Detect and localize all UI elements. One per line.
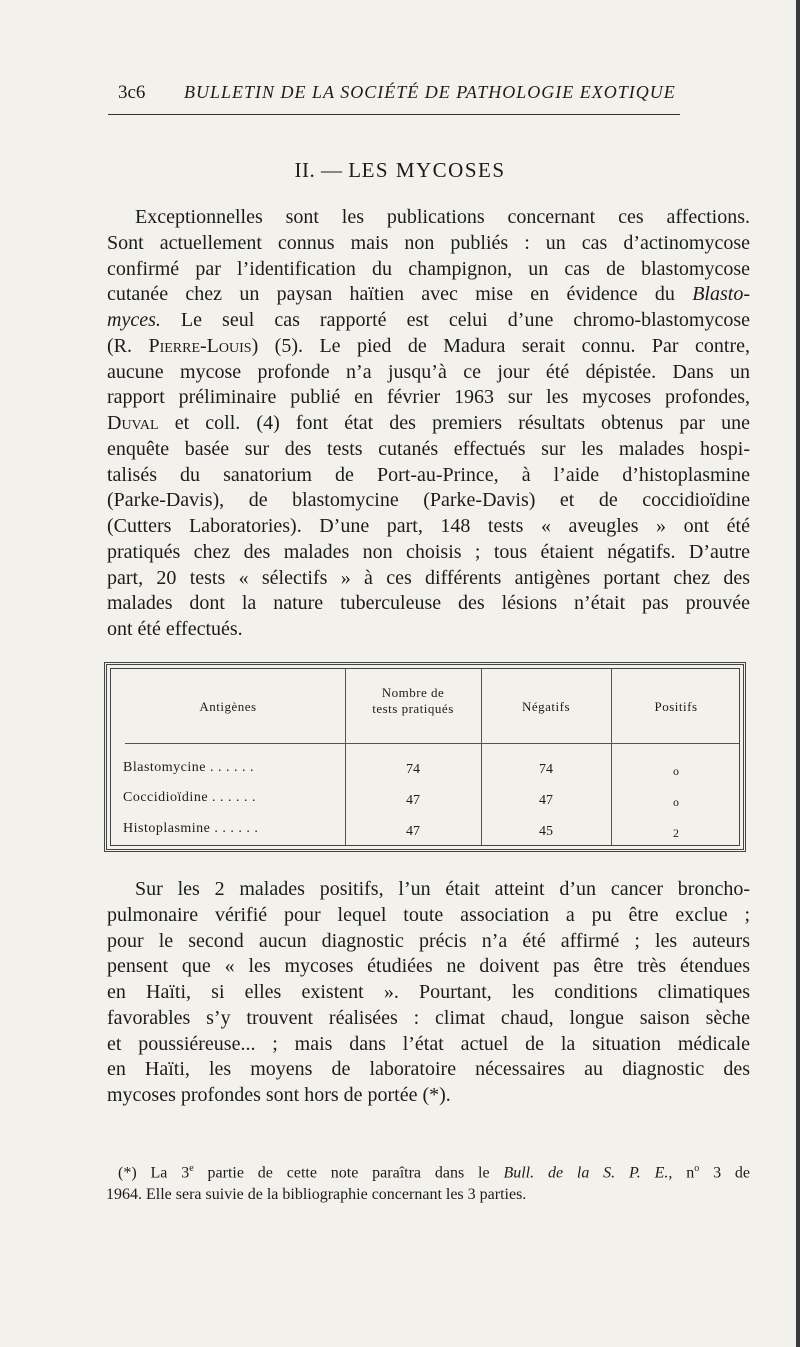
section-title bbox=[0, 158, 800, 183]
column-divider bbox=[611, 669, 612, 845]
page-number: 3c6 bbox=[118, 82, 146, 103]
cell-tests: 47 bbox=[406, 824, 420, 839]
row-label-histoplasmine: Histoplasmine . . . . . . bbox=[123, 821, 259, 836]
text-segment: et coll. (4) font état des premiers résultats obtenus par une bbox=[158, 412, 750, 434]
column-header-tests bbox=[345, 685, 481, 717]
text-line: en Haïti, les moyens de laboratoire nécessaires au diagnostic des bbox=[107, 1058, 750, 1081]
text-line: Exceptionnelles sont les publications concernant ces affections. bbox=[135, 206, 750, 228]
superscript: e bbox=[189, 1163, 194, 1174]
header-rule bbox=[108, 114, 680, 115]
section-numeral: II. — L bbox=[294, 158, 362, 182]
section-title-text: ES MYCOSES bbox=[361, 158, 506, 182]
cell-tests: 47 bbox=[406, 793, 420, 808]
text-segment: La 3 bbox=[136, 1164, 190, 1182]
author-name: Duval bbox=[107, 412, 159, 434]
page-edge bbox=[796, 0, 800, 1347]
text-line: pratiqués chez des malades non choisis ; tous étaient négatifs. D’autre bbox=[107, 540, 750, 563]
footnote-line: 1964. Elle sera suivie de la bibliographie concernant les 3 parties. bbox=[106, 1186, 527, 1204]
text-line: talisés du sanatorium de Port-au-Prince, à l’aide d’histoplasmine bbox=[107, 463, 750, 486]
italic-term: myces. bbox=[107, 309, 161, 331]
text-line: part, 20 tests « sélectifs » à ces différents antigènes portant chez des bbox=[107, 566, 750, 589]
italic-term: Blasto- bbox=[692, 283, 750, 306]
table-inner-border bbox=[110, 668, 740, 846]
cell-positifs: o bbox=[673, 764, 679, 778]
text-line: Sur les 2 malades positifs, l’un était atteint d’un cancer broncho- bbox=[135, 878, 750, 900]
results-table bbox=[104, 662, 746, 852]
paragraph-discussion bbox=[107, 877, 750, 1109]
cell-positifs: 2 bbox=[673, 826, 679, 840]
text-line: pour le second aucun diagnostic précis n’a été affirmé ; les auteurs bbox=[107, 929, 750, 952]
text-segment: , n bbox=[668, 1164, 695, 1182]
column-header-line: Nombre de bbox=[381, 685, 445, 700]
text-line: en Haïti, si elles existent ». Pourtant, les conditions climatiques bbox=[107, 981, 750, 1003]
header-divider bbox=[125, 743, 739, 744]
text-line bbox=[107, 334, 750, 360]
text-line: pensent que « les mycoses étudiées ne doivent pas être très étendues bbox=[107, 955, 750, 978]
text-segment: cutanée chez un paysan haïtien avec mise en évidence du bbox=[107, 283, 693, 306]
column-header-positifs: Positifs bbox=[654, 699, 698, 714]
text-segment: (R. bbox=[107, 334, 149, 357]
row-label-blastomycine: Blastomycine . . . . . . bbox=[123, 760, 254, 775]
footnote-marker: (*) bbox=[118, 1164, 137, 1182]
text-line: enquête basée sur des tests cutanés effectués sur les malades hospi- bbox=[107, 437, 750, 460]
cell-positifs: o bbox=[673, 795, 679, 809]
column-header-line: tests pratiqués bbox=[372, 701, 454, 716]
row-label-coccidioidine: Coccidioïdine . . . . . . bbox=[123, 790, 257, 805]
cell-tests: 74 bbox=[406, 762, 420, 777]
text-line: Sont actuellement connus mais non publiés : un cas d’actinomycose bbox=[107, 231, 750, 254]
column-divider bbox=[481, 669, 482, 845]
text-line: pulmonaire vérifié pour lequel toute association a pu être exclue ; bbox=[107, 903, 750, 926]
column-header-negatifs: Négatifs bbox=[521, 699, 571, 714]
column-header-antigenes: Antigènes bbox=[199, 699, 257, 714]
text-line: aucune mycose profonde n’a jusqu’à ce jour été dépistée. Dans un bbox=[107, 360, 750, 383]
author-name: Pierre-Louis bbox=[148, 334, 252, 357]
text-line: favorables s’y trouvent réalisées : climat chaud, longue saison sèche bbox=[107, 1006, 750, 1029]
cell-negatifs: 45 bbox=[539, 824, 553, 839]
text-segment: Le seul cas rapporté est celui d’une chromo-blastomycose bbox=[160, 309, 750, 331]
text-line bbox=[107, 308, 750, 334]
text-segment: ) (5). Le pied de Madura serait connu. Par contre, bbox=[251, 334, 751, 357]
journal-title: Bull. de la S. P. E. bbox=[503, 1164, 669, 1182]
text-segment: partie de cette note paraîtra dans le bbox=[193, 1164, 504, 1182]
cell-negatifs: 74 bbox=[539, 762, 553, 777]
paragraph-intro bbox=[107, 205, 750, 643]
text-line: rapport préliminaire publié en février 1963 sur les mycoses profondes, bbox=[107, 386, 750, 409]
page-header bbox=[118, 76, 678, 106]
text-segment: 3 de bbox=[699, 1164, 751, 1182]
superscript: o bbox=[694, 1163, 700, 1174]
text-line: malades dont la nature tuberculeuse des lésions n’était pas prouvée bbox=[107, 592, 750, 615]
text-line: mycoses profondes sont hors de portée (*). bbox=[107, 1084, 451, 1106]
text-line: ont été effectués. bbox=[107, 618, 243, 640]
text-line: et poussiéreuse... ; mais dans l’état actuel de la situation médicale bbox=[107, 1032, 750, 1055]
footnote bbox=[106, 1158, 751, 1206]
text-line: confirmé par l’identification du champignon, un cas de blastomycose bbox=[107, 257, 750, 280]
running-title: BULLETIN DE LA SOCIÉTÉ DE PATHOLOGIE EXOTIQUE bbox=[184, 82, 676, 102]
text-line bbox=[107, 411, 750, 437]
text-line: (Parke-Davis), de blastomycine (Parke-Davis) et de coccidioïdine bbox=[107, 489, 750, 512]
text-line bbox=[107, 282, 750, 308]
footnote-line bbox=[118, 1158, 750, 1184]
cell-negatifs: 47 bbox=[539, 793, 553, 808]
text-line: (Cutters Laboratories). D’une part, 148 tests « aveugles » ont été bbox=[107, 515, 750, 537]
